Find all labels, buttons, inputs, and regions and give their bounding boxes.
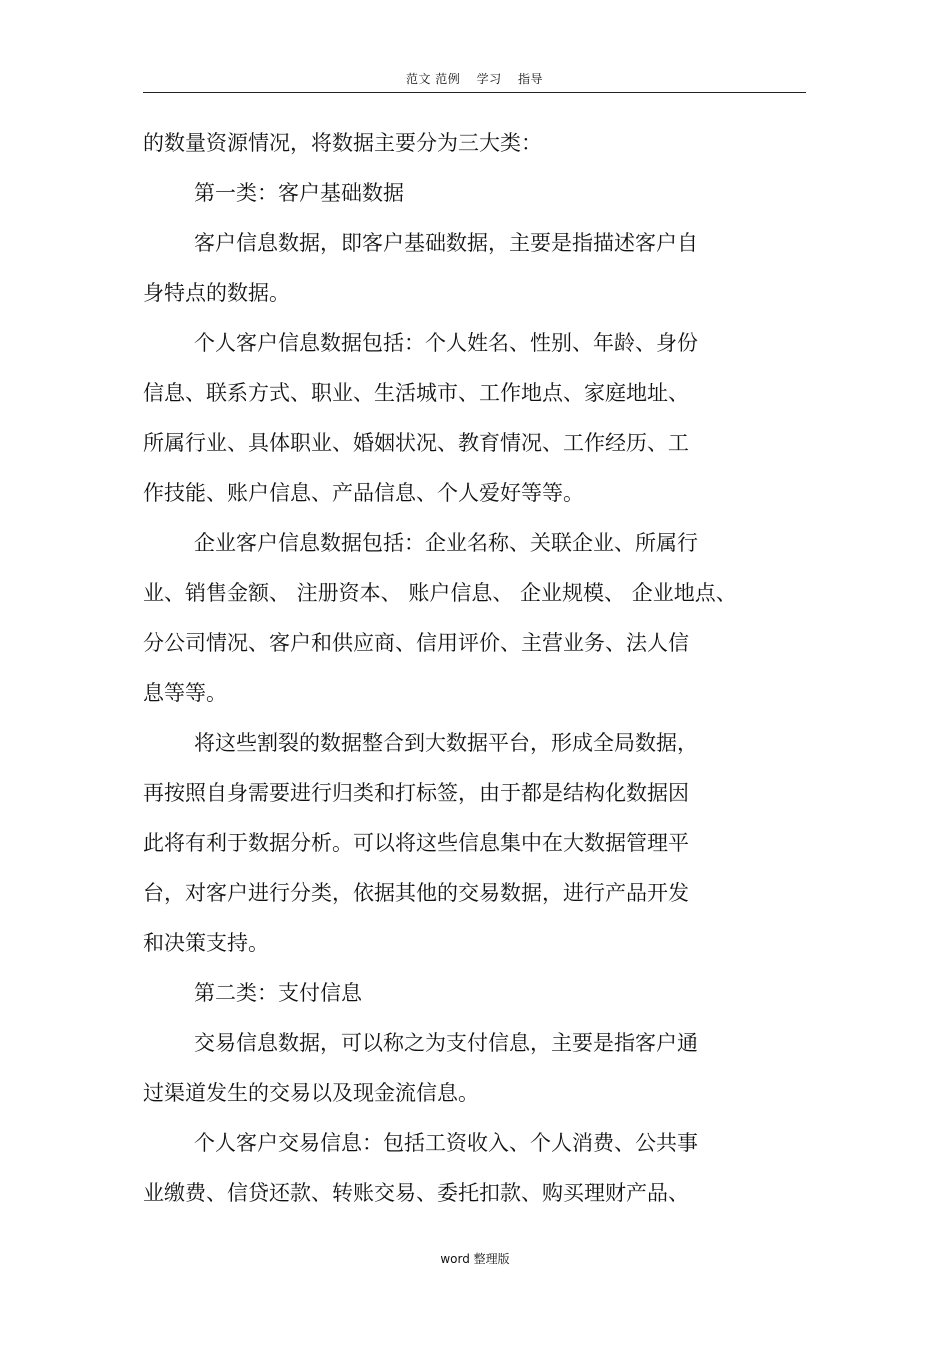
header-item-2: 学习 bbox=[476, 72, 502, 86]
text-line-3: 客户信息数据，即客户基础数据，主要是指描述客户自 bbox=[194, 231, 698, 255]
text-line-4: 身特点的数据。 bbox=[143, 281, 290, 305]
header-item-3: 指导 bbox=[517, 72, 543, 86]
header-item-1: 范文 范例 bbox=[405, 72, 461, 86]
text-line-7: 所属行业、具体职业、婚姻状况、教育情况、工作经历、工 bbox=[143, 431, 689, 455]
text-line-6: 信息、联系方式、职业、生活城市、工作地点、家庭地址、 bbox=[143, 381, 689, 405]
text-line-22: 业缴费、信贷还款、转账交易、委托扣款、购买理财产品、 bbox=[143, 1181, 689, 1205]
text-line-15: 此将有利于数据分析。可以将这些信息集中在大数据管理平 bbox=[143, 831, 689, 855]
page-header bbox=[143, 70, 806, 93]
page-footer: word 整理版 bbox=[440, 1252, 510, 1266]
text-line-17: 和决策支持。 bbox=[143, 931, 269, 955]
text-line-20: 过渠道发生的交易以及现金流信息。 bbox=[143, 1081, 479, 1105]
section-heading-1: 第一类：客户基础数据 bbox=[194, 181, 404, 205]
text-line-11: 分公司情况、客户和供应商、信用评价、主营业务、法人信 bbox=[143, 631, 689, 655]
text-line-21: 个人客户交易信息：包括工资收入、个人消费、公共事 bbox=[194, 1131, 698, 1155]
text-line-19: 交易信息数据，可以称之为支付信息，主要是指客户通 bbox=[194, 1031, 698, 1055]
text-line-5: 个人客户信息数据包括：个人姓名、性别、年龄、身份 bbox=[194, 331, 698, 355]
text-line-1: 的数量资源情况，将数据主要分为三大类： bbox=[143, 131, 542, 155]
text-line-12: 息等等。 bbox=[143, 681, 227, 705]
text-line-9: 企业客户信息数据包括：企业名称、关联企业、所属行 bbox=[194, 531, 698, 555]
text-line-16: 台，对客户进行分类，依据其他的交易数据，进行产品开发 bbox=[143, 881, 689, 905]
text-line-8: 作技能、账户信息、产品信息、个人爱好等等。 bbox=[143, 481, 584, 505]
section-heading-2: 第二类：支付信息 bbox=[194, 981, 362, 1005]
text-line-14: 再按照自身需要进行归类和打标签，由于都是结构化数据因 bbox=[143, 781, 689, 805]
text-line-10: 业、销售金额、 注册资本、 账户信息、 企业规模、 企业地点、 bbox=[143, 581, 737, 605]
text-line-13: 将这些割裂的数据整合到大数据平台，形成全局数据， bbox=[194, 731, 698, 755]
